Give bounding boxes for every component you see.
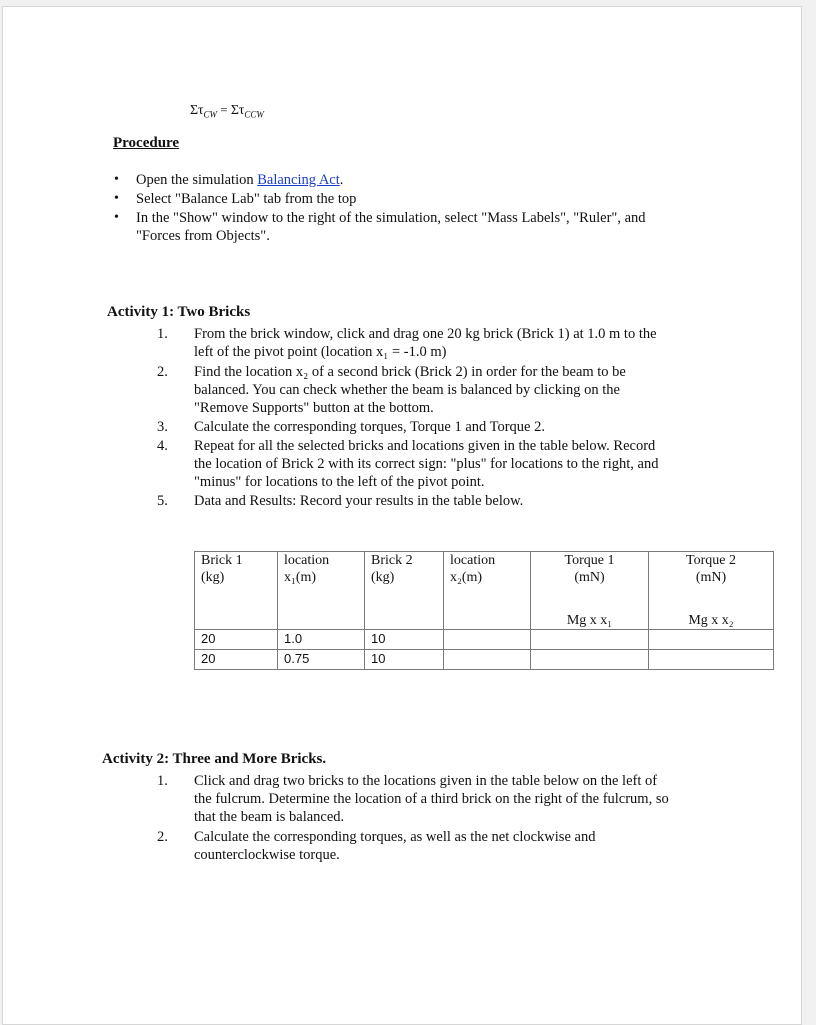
cell-brick1: 20 [195, 630, 278, 650]
step-line: From the brick window, click and drag one 20 kg brick (Brick 1) at 1.0 m to the [194, 326, 657, 342]
header-torque2 [649, 552, 774, 630]
activity1-heading: Activity 1: Two Bricks [107, 304, 251, 320]
step-number: 1. [157, 326, 168, 342]
torque1-formula: Mg x x₁ [566, 613, 613, 628]
cell-torque1[interactable] [531, 650, 649, 670]
procedure-bullet-1 [114, 171, 344, 189]
step-line: "Remove Supports" button at the bottom. [194, 400, 434, 416]
cw-subscript: CW [203, 109, 218, 120]
equals-sign: = [217, 102, 231, 117]
step-number: 3. [157, 419, 168, 435]
step-number: 4. [157, 438, 168, 454]
sum-tau-ccw: Στ [230, 103, 245, 118]
header-unit: (kg) [201, 570, 225, 585]
bullet-text: Select "Balance Lab" tab from the top [136, 191, 357, 207]
results-table [194, 551, 774, 670]
step-line: Click and drag two bricks to the locations given in the table below on the left of [194, 773, 658, 789]
activity1-step-5 [157, 492, 524, 510]
cell-location2[interactable] [444, 650, 531, 670]
step-line: Repeat for all the selected bricks and locations given in the table below. Record [194, 438, 656, 454]
procedure-bullet-3 [114, 209, 646, 245]
activity1-step-4 [157, 437, 659, 491]
step-line: the location of Brick 2 with its correct sign: "plus" for locations to the right, and [194, 456, 659, 472]
table-row [195, 630, 774, 650]
header-brick2 [365, 552, 444, 630]
cell-brick2: 10 [365, 630, 444, 650]
header-torque1 [531, 552, 649, 630]
header-unit: x₁(m) [284, 570, 317, 585]
ccw-subscript: CCW [244, 109, 264, 120]
cell-brick2: 10 [365, 650, 444, 670]
step-line: that the beam is balanced. [194, 809, 345, 825]
activity1-step-2 [157, 363, 626, 417]
step-line: "minus" for locations to the left of the pivot point. [194, 474, 485, 490]
step-line: left of the pivot point (location x₁ = -1.0 m) [194, 344, 447, 360]
header-label: Torque 1 [564, 553, 615, 568]
header-unit: (kg) [371, 570, 395, 585]
bullet-text: Open the simulation [136, 172, 258, 188]
cell-location1: 1.0 [278, 630, 365, 650]
activity2-step-2 [157, 828, 596, 864]
step-line: balanced. You can check whether the beam is balanced by clicking on the [194, 382, 620, 398]
header-label: Brick 2 [371, 553, 413, 568]
table-row [195, 650, 774, 670]
step-number: 5. [157, 493, 168, 509]
document-page [2, 6, 802, 1025]
header-unit: (mN) [695, 570, 727, 585]
procedure-bullet-2 [114, 190, 357, 208]
sum-tau-cw: Στ [190, 103, 204, 118]
activity1-step-1 [157, 325, 657, 361]
bullet-icon: • [114, 172, 119, 187]
header-label: location [450, 553, 496, 568]
bullet-line: In the "Show" window to the right of the simulation, select "Mass Labels", "Ruler", and [136, 210, 646, 226]
header-location2 [444, 552, 531, 630]
header-location1 [278, 552, 365, 630]
step-line: counterclockwise torque. [194, 847, 340, 863]
header-brick1 [195, 552, 278, 630]
cell-torque2[interactable] [649, 630, 774, 650]
procedure-heading: Procedure [113, 135, 180, 151]
bullet-icon: • [114, 191, 119, 206]
step-number: 1. [157, 773, 168, 789]
step-line: Find the location x₂ of a second brick (Brick 2) in order for the beam to be [194, 364, 626, 380]
bullet-icon: • [114, 210, 119, 225]
activity1-step-3 [157, 418, 545, 436]
header-unit: (mN) [574, 570, 605, 585]
cell-brick1: 20 [195, 650, 278, 670]
step-line: the fulcrum. Determine the location of a third brick on the right of the fulcrum, so [194, 791, 669, 807]
step-number: 2. [157, 364, 168, 380]
table-header-row [195, 552, 774, 630]
activity2-step-1 [157, 772, 669, 826]
cell-location1: 0.75 [278, 650, 365, 670]
step-line: Data and Results: Record your results in the table below. [194, 493, 524, 509]
header-label: Brick 1 [201, 553, 243, 568]
header-unit: x₂(m) [450, 570, 483, 585]
header-label: Torque 2 [686, 553, 736, 568]
torque-balance-equation [190, 102, 264, 120]
balancing-act-link[interactable]: Balancing Act [257, 172, 340, 188]
activity2-heading: Activity 2: Three and More Bricks. [102, 751, 327, 767]
cell-torque1[interactable] [531, 630, 649, 650]
bullet-line: "Forces from Objects". [136, 228, 270, 244]
cell-torque2[interactable] [649, 650, 774, 670]
step-line: Calculate the corresponding torques, as well as the net clockwise and [194, 829, 596, 845]
header-label: location [284, 553, 330, 568]
cell-location2[interactable] [444, 630, 531, 650]
step-number: 2. [157, 829, 168, 845]
bullet-text-end: . [339, 172, 344, 188]
step-line: Calculate the corresponding torques, Torque 1 and Torque 2. [194, 419, 545, 435]
torque2-formula: Mg x x₂ [688, 613, 734, 628]
